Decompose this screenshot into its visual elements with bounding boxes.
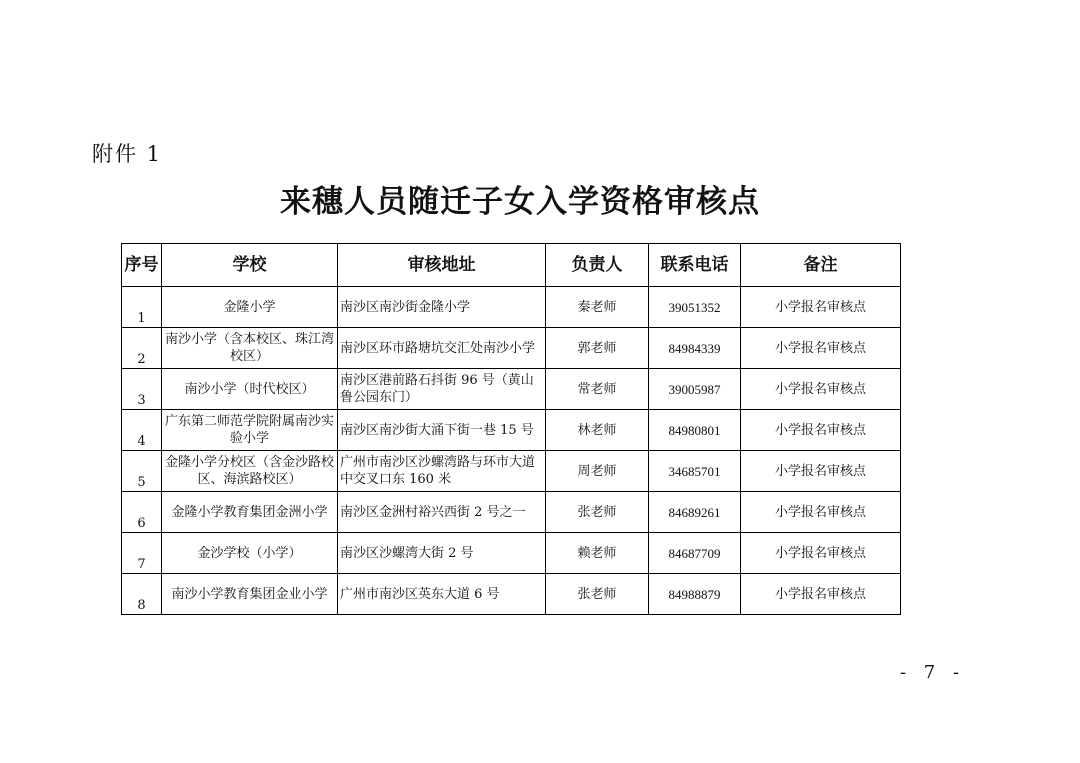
contact-phone: 39005987 <box>649 369 741 410</box>
review-address: 南沙区环市路塘坑交汇处南沙小学 <box>338 328 546 369</box>
school-name: 金隆小学教育集团金洲小学 <box>162 492 338 533</box>
contact-phone: 84687709 <box>649 533 741 574</box>
contact-person: 常老师 <box>546 369 649 410</box>
row-number: 1 <box>122 287 162 328</box>
column-header-contact: 负责人 <box>546 244 649 287</box>
row-number: 8 <box>122 574 162 615</box>
contact-person: 秦老师 <box>546 287 649 328</box>
row-number: 7 <box>122 533 162 574</box>
school-name: 南沙小学（含本校区、珠江湾校区） <box>162 328 338 369</box>
contact-phone: 39051352 <box>649 287 741 328</box>
contact-person: 张老师 <box>546 492 649 533</box>
contact-phone: 34685701 <box>649 451 741 492</box>
review-address: 广州市南沙区沙螺湾路与环市大道中交叉口东 160 米 <box>338 451 546 492</box>
table-row <box>122 328 901 369</box>
school-name: 金隆小学分校区（含金沙路校区、海滨路校区） <box>162 451 338 492</box>
page-number: - 7 - <box>900 662 966 683</box>
note: 小学报名审核点 <box>741 492 901 533</box>
school-name: 金沙学校（小学） <box>162 533 338 574</box>
review-address: 南沙区金洲村裕兴西街 2 号之一 <box>338 492 546 533</box>
note: 小学报名审核点 <box>741 369 901 410</box>
table-row <box>122 574 901 615</box>
attachment-label: 附件 1 <box>92 142 163 166</box>
note: 小学报名审核点 <box>741 574 901 615</box>
contact-phone: 84689261 <box>649 492 741 533</box>
table-row <box>122 492 901 533</box>
review-address: 南沙区港前路石抖街 96 号（黄山鲁公园东门） <box>338 369 546 410</box>
review-address: 南沙区南沙街金隆小学 <box>338 287 546 328</box>
table-row <box>122 410 901 451</box>
column-header-address: 审核地址 <box>338 244 546 287</box>
review-address: 南沙区南沙街大涌下街一巷 15 号 <box>338 410 546 451</box>
contact-person: 林老师 <box>546 410 649 451</box>
note: 小学报名审核点 <box>741 533 901 574</box>
row-number: 2 <box>122 328 162 369</box>
table-header-row <box>122 244 901 287</box>
contact-person: 周老师 <box>546 451 649 492</box>
column-header-phone: 联系电话 <box>649 244 741 287</box>
row-number: 5 <box>122 451 162 492</box>
row-number: 3 <box>122 369 162 410</box>
column-header-school: 学校 <box>162 244 338 287</box>
column-header-number: 序号 <box>122 244 162 287</box>
table-row <box>122 287 901 328</box>
note: 小学报名审核点 <box>741 410 901 451</box>
contact-phone: 84988879 <box>649 574 741 615</box>
column-header-note: 备注 <box>741 244 901 287</box>
document-title: 来穗人员随迁子女入学资格审核点 <box>280 184 760 220</box>
row-number: 6 <box>122 492 162 533</box>
row-number: 4 <box>122 410 162 451</box>
school-name: 广东第二师范学院附属南沙实验小学 <box>162 410 338 451</box>
school-name: 南沙小学（时代校区） <box>162 369 338 410</box>
contact-phone: 84984339 <box>649 328 741 369</box>
table-row <box>122 451 901 492</box>
table-row <box>122 369 901 410</box>
review-address: 广州市南沙区英东大道 6 号 <box>338 574 546 615</box>
school-name: 金隆小学 <box>162 287 338 328</box>
table-row <box>122 533 901 574</box>
review-points-table <box>121 243 901 615</box>
note: 小学报名审核点 <box>741 451 901 492</box>
review-address: 南沙区沙螺湾大街 2 号 <box>338 533 546 574</box>
contact-person: 赖老师 <box>546 533 649 574</box>
contact-phone: 84980801 <box>649 410 741 451</box>
note: 小学报名审核点 <box>741 328 901 369</box>
school-name: 南沙小学教育集团金业小学 <box>162 574 338 615</box>
contact-person: 郭老师 <box>546 328 649 369</box>
note: 小学报名审核点 <box>741 287 901 328</box>
contact-person: 张老师 <box>546 574 649 615</box>
